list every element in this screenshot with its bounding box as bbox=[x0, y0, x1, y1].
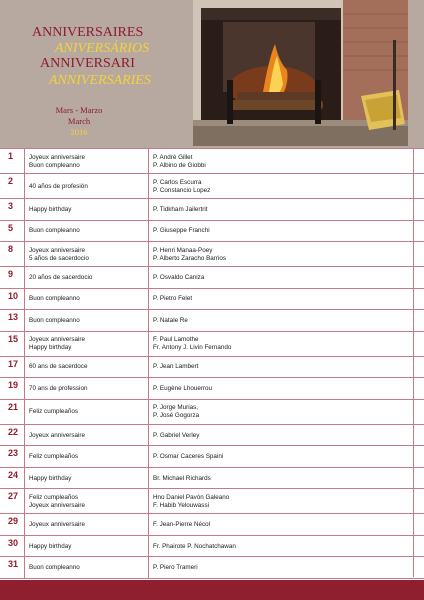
day-number bbox=[0, 242, 24, 267]
month-label-english: March bbox=[67, 116, 91, 126]
person-name: Fr. Antony J. Livin Fernando bbox=[153, 344, 232, 352]
day-label: 13 bbox=[8, 312, 19, 323]
day-label: 24 bbox=[8, 469, 19, 480]
table-row bbox=[0, 535, 424, 558]
event-cell bbox=[24, 357, 149, 379]
table-row bbox=[0, 220, 424, 243]
table-right-border bbox=[413, 148, 414, 577]
event-text: Happy birthday bbox=[29, 344, 72, 352]
person-name: P. Giuseppe Franchi bbox=[153, 227, 210, 235]
table-row bbox=[0, 467, 424, 490]
name-cell bbox=[148, 221, 414, 243]
day-number bbox=[0, 425, 24, 447]
table-row bbox=[0, 198, 424, 221]
day-label: 19 bbox=[8, 380, 19, 391]
day-label: 31 bbox=[8, 559, 19, 570]
day-number bbox=[0, 267, 24, 289]
person-name: P. Jean Lambert bbox=[153, 363, 199, 371]
name-cell bbox=[148, 199, 414, 221]
day-number bbox=[0, 400, 24, 425]
day-number bbox=[0, 199, 24, 221]
event-cell bbox=[24, 310, 149, 332]
day-number bbox=[0, 332, 24, 357]
event-text: Joyeux anniversaire bbox=[29, 336, 86, 344]
event-cell bbox=[24, 332, 149, 357]
footer-bar bbox=[0, 580, 424, 600]
person-name: Fr. Phairote P. Nochatchawan bbox=[153, 542, 236, 550]
name-cell bbox=[148, 400, 414, 425]
day-label: 1 bbox=[8, 151, 14, 161]
day-number bbox=[0, 174, 24, 199]
event-text: 20 años de sacerdocio bbox=[29, 273, 93, 281]
event-cell bbox=[24, 446, 149, 468]
table-row bbox=[0, 309, 424, 332]
person-name: P. Pietro Felet bbox=[153, 295, 193, 303]
name-cell bbox=[148, 468, 414, 490]
event-text: Buon compleanno bbox=[29, 316, 80, 324]
person-name: P. Osmar Caceres Spaini bbox=[153, 453, 224, 461]
name-cell bbox=[148, 267, 414, 289]
day-label: 8 bbox=[8, 244, 14, 255]
year-label: 2016 bbox=[70, 127, 88, 137]
name-cell bbox=[148, 446, 414, 468]
name-cell bbox=[148, 174, 414, 199]
table-row bbox=[0, 356, 424, 379]
event-text: Joyeux anniversaire bbox=[29, 521, 86, 529]
person-name: P. Tidkham Jailertrit bbox=[153, 205, 208, 213]
title-portuguese: ANIVERSÁRIOS bbox=[55, 41, 150, 56]
event-cell bbox=[24, 199, 149, 221]
title-italian: ANNIVERSARI bbox=[40, 56, 135, 71]
table-row bbox=[0, 266, 424, 289]
day-number bbox=[0, 149, 24, 174]
event-text: Joyeux anniversaire bbox=[29, 501, 86, 509]
event-text: 70 ans de profession bbox=[29, 384, 88, 392]
event-text: Joyeux anniversaire bbox=[29, 153, 86, 161]
name-cell bbox=[148, 149, 414, 174]
day-number bbox=[0, 310, 24, 332]
table-row bbox=[0, 377, 424, 400]
event-text: Feliz cumpleaños bbox=[29, 493, 78, 501]
person-name: P. Gabriel Verley bbox=[153, 431, 200, 439]
person-name: Br. Michael Richards bbox=[153, 474, 211, 482]
table-row bbox=[0, 445, 424, 468]
event-cell bbox=[24, 514, 149, 536]
name-cell bbox=[148, 557, 414, 579]
day-label: 29 bbox=[8, 516, 19, 527]
day-label: 10 bbox=[8, 290, 19, 301]
day-number bbox=[0, 536, 24, 558]
person-name: P. Albino de Giobbi bbox=[153, 161, 206, 169]
name-cell bbox=[148, 489, 414, 514]
day-label: 17 bbox=[8, 358, 19, 369]
event-cell bbox=[24, 174, 149, 199]
day-number bbox=[0, 468, 24, 490]
table-row bbox=[0, 148, 424, 174]
event-cell bbox=[24, 425, 149, 447]
day-label: 2 bbox=[8, 176, 14, 186]
event-cell bbox=[24, 242, 149, 267]
person-name: F. Habib Yelouwassi bbox=[153, 501, 210, 509]
person-name: P. Alberto Zaracho Barrios bbox=[153, 254, 227, 262]
person-name: P. Henri Manaa-Poey bbox=[153, 246, 213, 254]
table-row bbox=[0, 556, 424, 579]
person-name: P. Osvaldo Caniza bbox=[153, 273, 205, 281]
day-number bbox=[0, 557, 24, 579]
table-row bbox=[0, 424, 424, 447]
day-label: 22 bbox=[8, 426, 19, 437]
title-english: ANNIVERSARIES bbox=[49, 73, 151, 88]
person-name: Hno Daniel Pavón Galeano bbox=[153, 493, 230, 501]
person-name: P. Eugène Lhouerrou bbox=[153, 384, 213, 392]
name-cell bbox=[148, 378, 414, 400]
person-name: P. José Gogorza bbox=[153, 412, 200, 420]
name-cell bbox=[148, 242, 414, 267]
day-number bbox=[0, 289, 24, 311]
name-cell bbox=[148, 289, 414, 311]
event-cell bbox=[24, 468, 149, 490]
day-number bbox=[0, 221, 24, 243]
event-text: Buon compleanno bbox=[29, 227, 80, 235]
day-label: 3 bbox=[8, 201, 14, 211]
person-name: P. Piero Trameri bbox=[153, 564, 198, 572]
name-cell bbox=[148, 425, 414, 447]
event-text: 40 años de profesión bbox=[29, 182, 88, 190]
event-text: Feliz cumpleaños bbox=[29, 453, 78, 461]
event-cell bbox=[24, 378, 149, 400]
day-label: 23 bbox=[8, 448, 19, 459]
event-text: 5 años de sacerdocio bbox=[29, 254, 89, 262]
name-cell bbox=[148, 310, 414, 332]
person-name: P. Jorge Murias, bbox=[153, 404, 199, 412]
person-name: F. Jean-Pierre Nécol bbox=[153, 521, 211, 529]
fireplace-photo bbox=[193, 0, 408, 146]
event-cell bbox=[24, 557, 149, 579]
day-label: 21 bbox=[8, 401, 19, 412]
person-name: P. Natale Re bbox=[153, 316, 188, 324]
event-cell bbox=[24, 149, 149, 174]
table-row bbox=[0, 513, 424, 536]
name-cell bbox=[148, 514, 414, 536]
event-text: Buon compleanno bbox=[29, 564, 80, 572]
table-row bbox=[0, 173, 424, 199]
month-label: Mars - Marzo bbox=[55, 105, 103, 115]
event-text: 60 ans de sacerdoce bbox=[29, 363, 88, 371]
name-cell bbox=[148, 536, 414, 558]
event-cell bbox=[24, 289, 149, 311]
event-text: Happy birthday bbox=[29, 474, 72, 482]
day-number bbox=[0, 514, 24, 536]
table-row bbox=[0, 331, 424, 357]
name-cell bbox=[148, 332, 414, 357]
day-label: 15 bbox=[8, 333, 19, 344]
day-label: 27 bbox=[8, 491, 19, 502]
event-cell bbox=[24, 221, 149, 243]
day-label: 9 bbox=[8, 269, 14, 280]
table-row bbox=[0, 488, 424, 514]
day-label: 5 bbox=[8, 222, 14, 233]
table-row bbox=[0, 241, 424, 267]
day-number bbox=[0, 357, 24, 379]
person-name: P. Constancio Lopez bbox=[153, 186, 211, 194]
table-bottom-border bbox=[0, 578, 424, 579]
event-text: Joyeux anniversaire bbox=[29, 246, 86, 254]
person-name: P. André Gillet bbox=[153, 153, 193, 161]
person-name: P. Carlos Escurra bbox=[153, 178, 202, 186]
person-name: F. Paul Lamothe bbox=[153, 336, 199, 344]
event-text: Feliz cumpleaños bbox=[29, 408, 78, 416]
day-label: 30 bbox=[8, 537, 19, 548]
event-cell bbox=[24, 489, 149, 514]
day-number bbox=[0, 489, 24, 514]
table-row bbox=[0, 288, 424, 311]
name-cell bbox=[148, 357, 414, 379]
event-text: Joyeux anniversaire bbox=[29, 431, 86, 439]
event-cell bbox=[24, 267, 149, 289]
day-number bbox=[0, 378, 24, 400]
event-text: Happy birthday bbox=[29, 205, 72, 213]
table-row bbox=[0, 399, 424, 425]
event-text: Buon compleanno bbox=[29, 295, 80, 303]
event-text: Happy birthday bbox=[29, 542, 72, 550]
event-cell bbox=[24, 536, 149, 558]
day-number bbox=[0, 446, 24, 468]
event-text: Buon compleanno bbox=[29, 161, 80, 169]
title-french: ANNIVERSAIRES bbox=[32, 25, 144, 40]
event-cell bbox=[24, 400, 149, 425]
